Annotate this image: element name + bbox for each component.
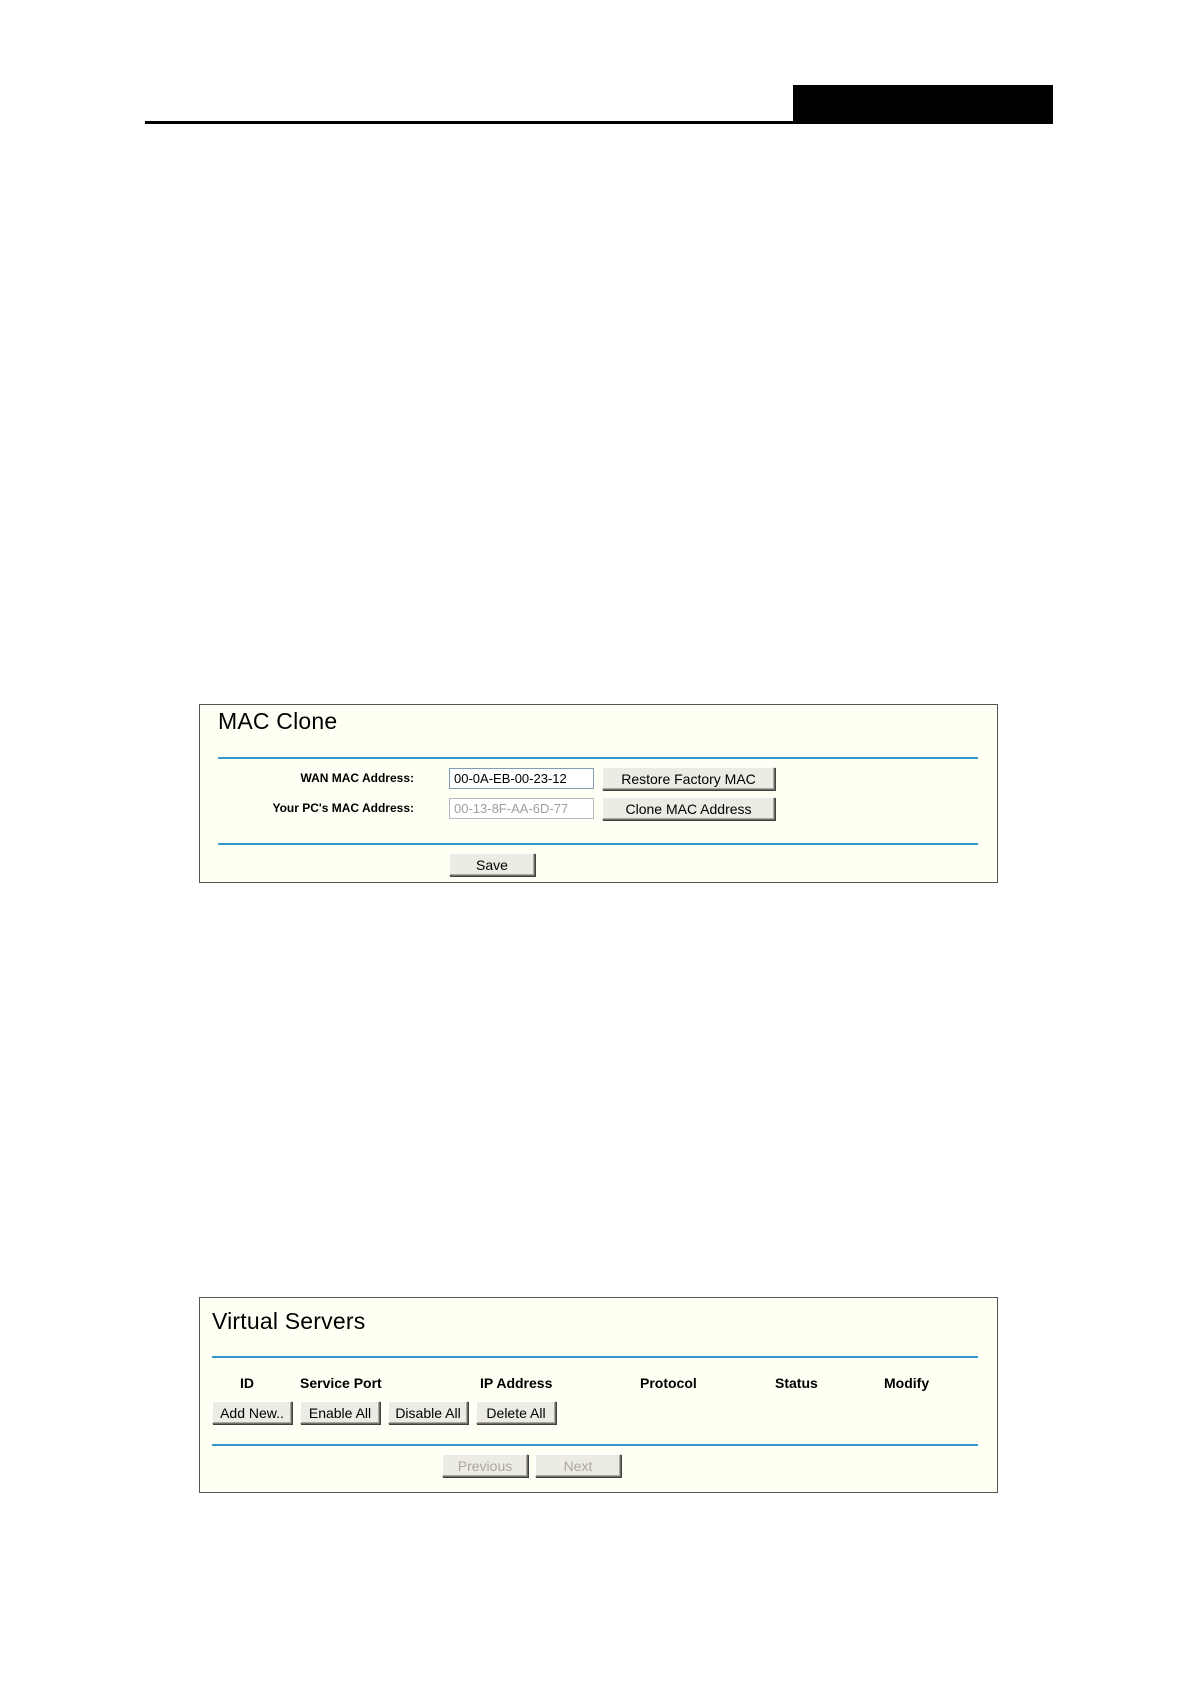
mac-clone-title: MAC Clone — [218, 708, 338, 734]
column-header-service-port: Service Port — [300, 1375, 382, 1391]
header-black-block — [793, 85, 1053, 124]
pc-mac-label: Your PC's MAC Address: — [272, 801, 414, 815]
enable-all-button[interactable]: Enable All — [300, 1401, 380, 1424]
column-header-modify: Modify — [884, 1375, 930, 1391]
previous-button[interactable]: Previous — [442, 1454, 528, 1477]
virtual-servers-bottom-rule — [212, 1444, 978, 1446]
wan-mac-label: WAN MAC Address: — [300, 771, 414, 785]
restore-factory-mac-button[interactable]: Restore Factory MAC — [602, 767, 775, 790]
wan-mac-input[interactable] — [449, 768, 594, 789]
virtual-servers-panel — [199, 1297, 998, 1493]
clone-mac-address-button[interactable]: Clone MAC Address — [602, 797, 775, 820]
virtual-servers-top-rule — [212, 1356, 978, 1358]
header-rule — [145, 121, 1053, 124]
delete-all-button[interactable]: Delete All — [476, 1401, 556, 1424]
disable-all-button[interactable]: Disable All — [388, 1401, 468, 1424]
mac-clone-bottom-rule — [218, 843, 978, 845]
pc-mac-input — [449, 798, 594, 819]
virtual-servers-title: Virtual Servers — [212, 1308, 366, 1334]
column-header-ip-address: IP Address — [480, 1375, 553, 1391]
add-new-button[interactable]: Add New.. — [212, 1401, 292, 1424]
next-button[interactable]: Next — [535, 1454, 621, 1477]
column-header-protocol: Protocol — [640, 1375, 697, 1391]
mac-clone-panel — [199, 704, 998, 883]
save-button[interactable]: Save — [449, 853, 535, 876]
column-header-status: Status — [775, 1375, 818, 1391]
mac-clone-top-rule — [218, 757, 978, 759]
column-header-id: ID — [240, 1375, 254, 1391]
